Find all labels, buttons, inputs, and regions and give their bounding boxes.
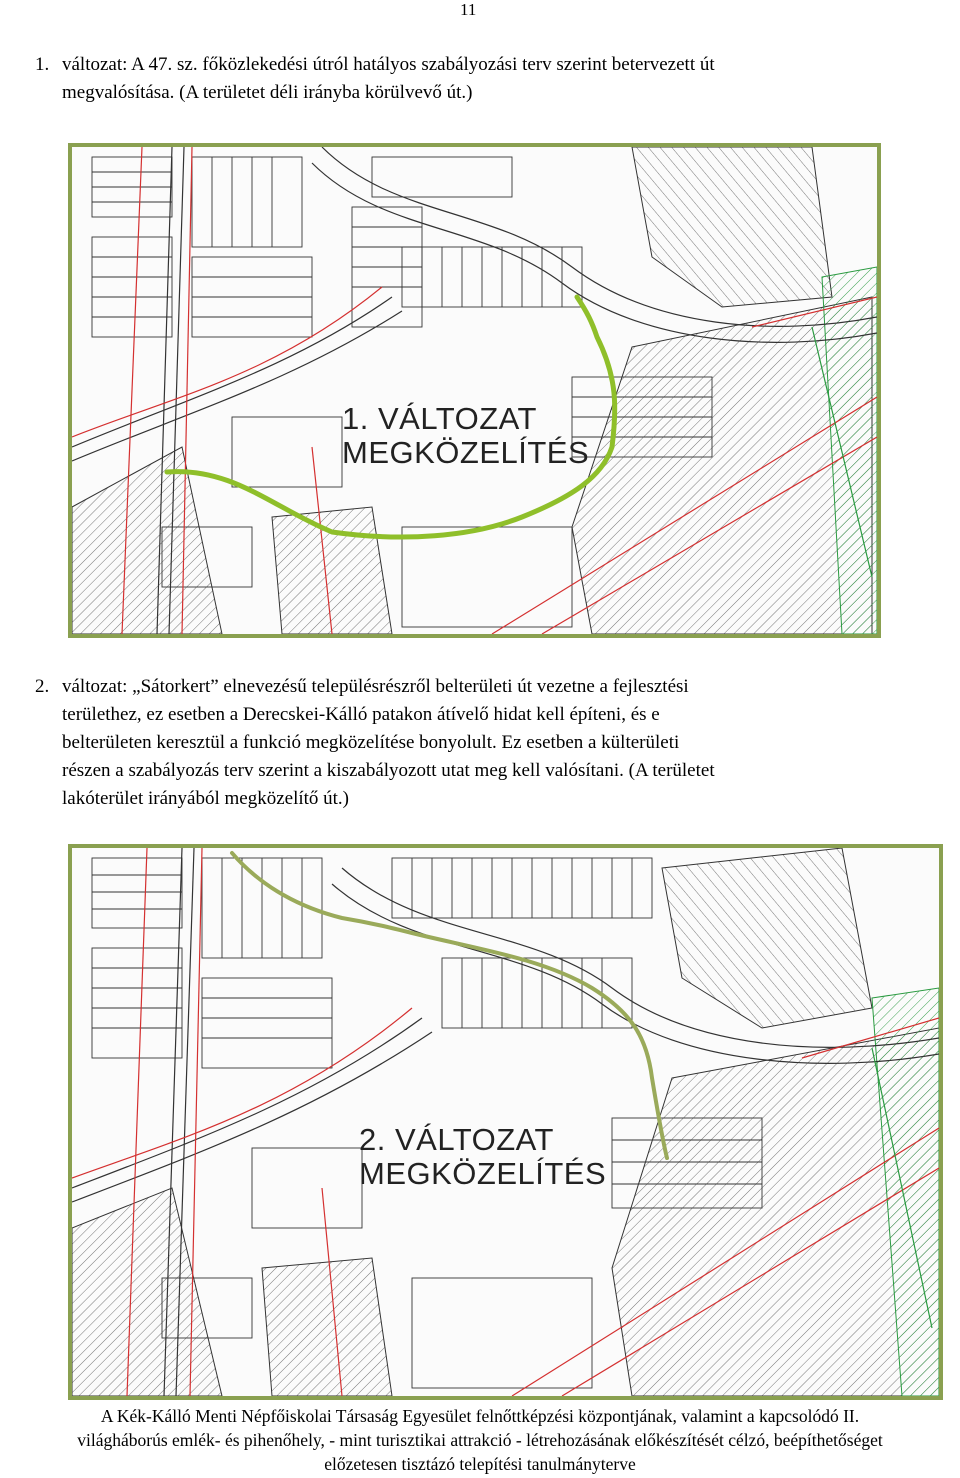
- variant-1-map-drawing: [72, 147, 877, 634]
- variant-1-map-label: [342, 402, 589, 470]
- variant-1-line-1: változat: A 47. sz. főközlekedési útról hatályos szabályozási terv szerint betervezett út: [62, 54, 715, 75]
- variant-2-map-label: [359, 1123, 606, 1191]
- variant-1-line-2: megvalósítása. (A területet déli irányba körülvevő út.): [62, 82, 473, 103]
- footer-line-3: előzetesen tisztázó telepítési tanulmányterve: [324, 1454, 636, 1474]
- variant-1-label-line-1: 1. VÁLTOZAT: [342, 401, 537, 436]
- variant-2-map: [68, 844, 943, 1400]
- page-footer: [0, 1404, 960, 1476]
- variant-2-label-line-1: 2. VÁLTOZAT: [359, 1122, 554, 1157]
- variant-1-number: 1.: [35, 54, 50, 75]
- variant-2-number: 2.: [35, 676, 50, 697]
- variant-2-line-2: területhez, ez esetben a Derecskei-Kálló patakon átívelő hidat kell építeni, és e: [62, 704, 660, 725]
- footer-line-2: világháborús emlék- és pihenőhely, - mint turisztikai attrakció - létrehozásának előkészítését célzó, beépíthetőséget: [77, 1430, 883, 1450]
- variant-2-text: [35, 673, 935, 813]
- variant-2-label-line-2: MEGKÖZELÍTÉS: [359, 1156, 607, 1191]
- variant-2-line-3: belterületen keresztül a funkció megközelítése bonyolult. Ez esetben a külterületi: [62, 732, 680, 753]
- variant-1-label-line-2: MEGKÖZELÍTÉS: [342, 435, 590, 470]
- variant-1-text: [35, 51, 935, 107]
- page-number: 11: [460, 0, 477, 19]
- variant-2-line-1: változat: „Sátorkert” elnevezésű településrészről belterületi út vezetne a fejlesztési: [62, 676, 689, 697]
- variant-1-map: [68, 143, 881, 638]
- variant-2-line-5: lakóterület irányából megközelítő út.): [62, 788, 350, 809]
- footer-line-1: A Kék-Kálló Menti Népfőiskolai Társaság Egyesület felnőttképzési központjának, valamint a kapcsolódó II.: [100, 1406, 860, 1426]
- variant-2-line-4: részen a szabályozás terv szerint a kiszabályozott utat meg kell valósítani. (A területet: [62, 760, 715, 781]
